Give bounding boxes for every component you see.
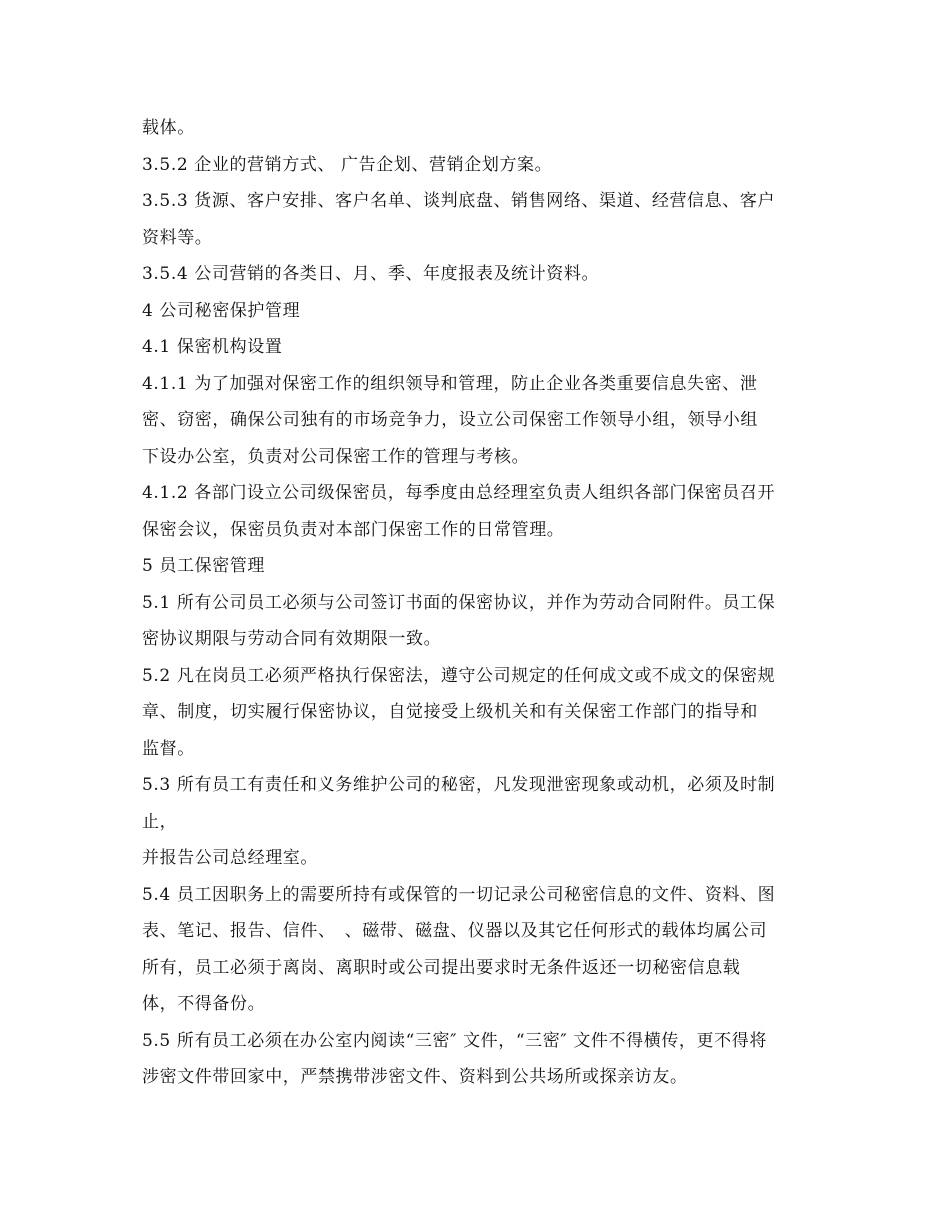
text-line: 保密会议，保密员负责对本部门保密工作的日常管理。: [142, 519, 565, 540]
text-line: 5.2 凡在岗员工必须严格执行保密法，遵守公司规定的任何成文或不成文的保密规: [142, 665, 776, 686]
text-line: 密、窃密，确保公司独有的市场竞争力，设立公司保密工作领导小组，领导小组: [142, 410, 758, 430]
document-body: [142, 110, 812, 1096]
text-line: 体，不得备份。: [142, 994, 266, 1014]
text-line: 表、笔记、报告、信件、 、磁带、磁盘、仪器以及其它任何形式的载体均属公司: [142, 921, 768, 941]
text-line: 资料等。: [142, 227, 213, 248]
subsection-heading: 4.1 保密机构设置: [142, 337, 283, 357]
text-line: 载体。: [142, 118, 195, 138]
text-line: 下设办公室，负责对公司保密工作的管理与考核。: [142, 446, 530, 467]
text-line: 章、制度，切实履行保密协议，自觉接受上级机关和有关保密工作部门的指导和: [142, 702, 758, 722]
text-line: 监督。: [142, 738, 195, 759]
text-line: 4.1.1 为了加强对保密工作的组织领导和管理，防止企业各类重要信息失密、泄: [142, 373, 758, 394]
text-line: 并报告公司总经理室。: [142, 848, 318, 868]
text-line: 所有，员工必须于离岗、离职时或公司提出要求时无条件返还一切秘密信息载: [142, 957, 741, 978]
text-line: 5.4 员工因职务上的需要所持有或保管的一切记录公司秘密信息的文件、资料、图: [142, 884, 776, 905]
text-line: 5.1 所有公司员工必须与公司签订书面的保密协议，并作为劳动合同附件。员工保: [142, 592, 776, 613]
text-line: 密协议期限与劳动合同有效期限一致。: [142, 629, 442, 649]
section-heading: 4 公司秘密保护管理: [142, 300, 301, 321]
section-heading: 5 员工保密管理: [142, 556, 266, 576]
text-line: 4.1.2 各部门设立公司级保密员，每季度由总经理室负责人组织各部门保密员召开: [142, 483, 776, 503]
text-line: 5.3 所有员工有责任和义务维护公司的秘密，凡发现泄密现象或动机，必须及时制: [142, 775, 776, 795]
text-line: 3.5.2 企业的营销方式、 广告企划、营销企划方案。: [142, 154, 553, 175]
text-line: 3.5.3 货源、客户安排、客户名单、谈判底盘、销售网络、渠道、经营信息、客户: [142, 191, 776, 211]
text-line: 5.5 所有员工必须在办公室内阅读“三密″ 文件，“三密″ 文件不得横传，更不得将: [142, 1030, 767, 1051]
text-line: 3.5.4 公司营销的各类日、月、季、年度报表及统计资料。: [142, 264, 600, 284]
text-line: 止，: [142, 811, 178, 832]
text-line: 涉密文件带回家中，严禁携带涉密文件、资料到公共场所或探亲访友。: [142, 1067, 688, 1087]
